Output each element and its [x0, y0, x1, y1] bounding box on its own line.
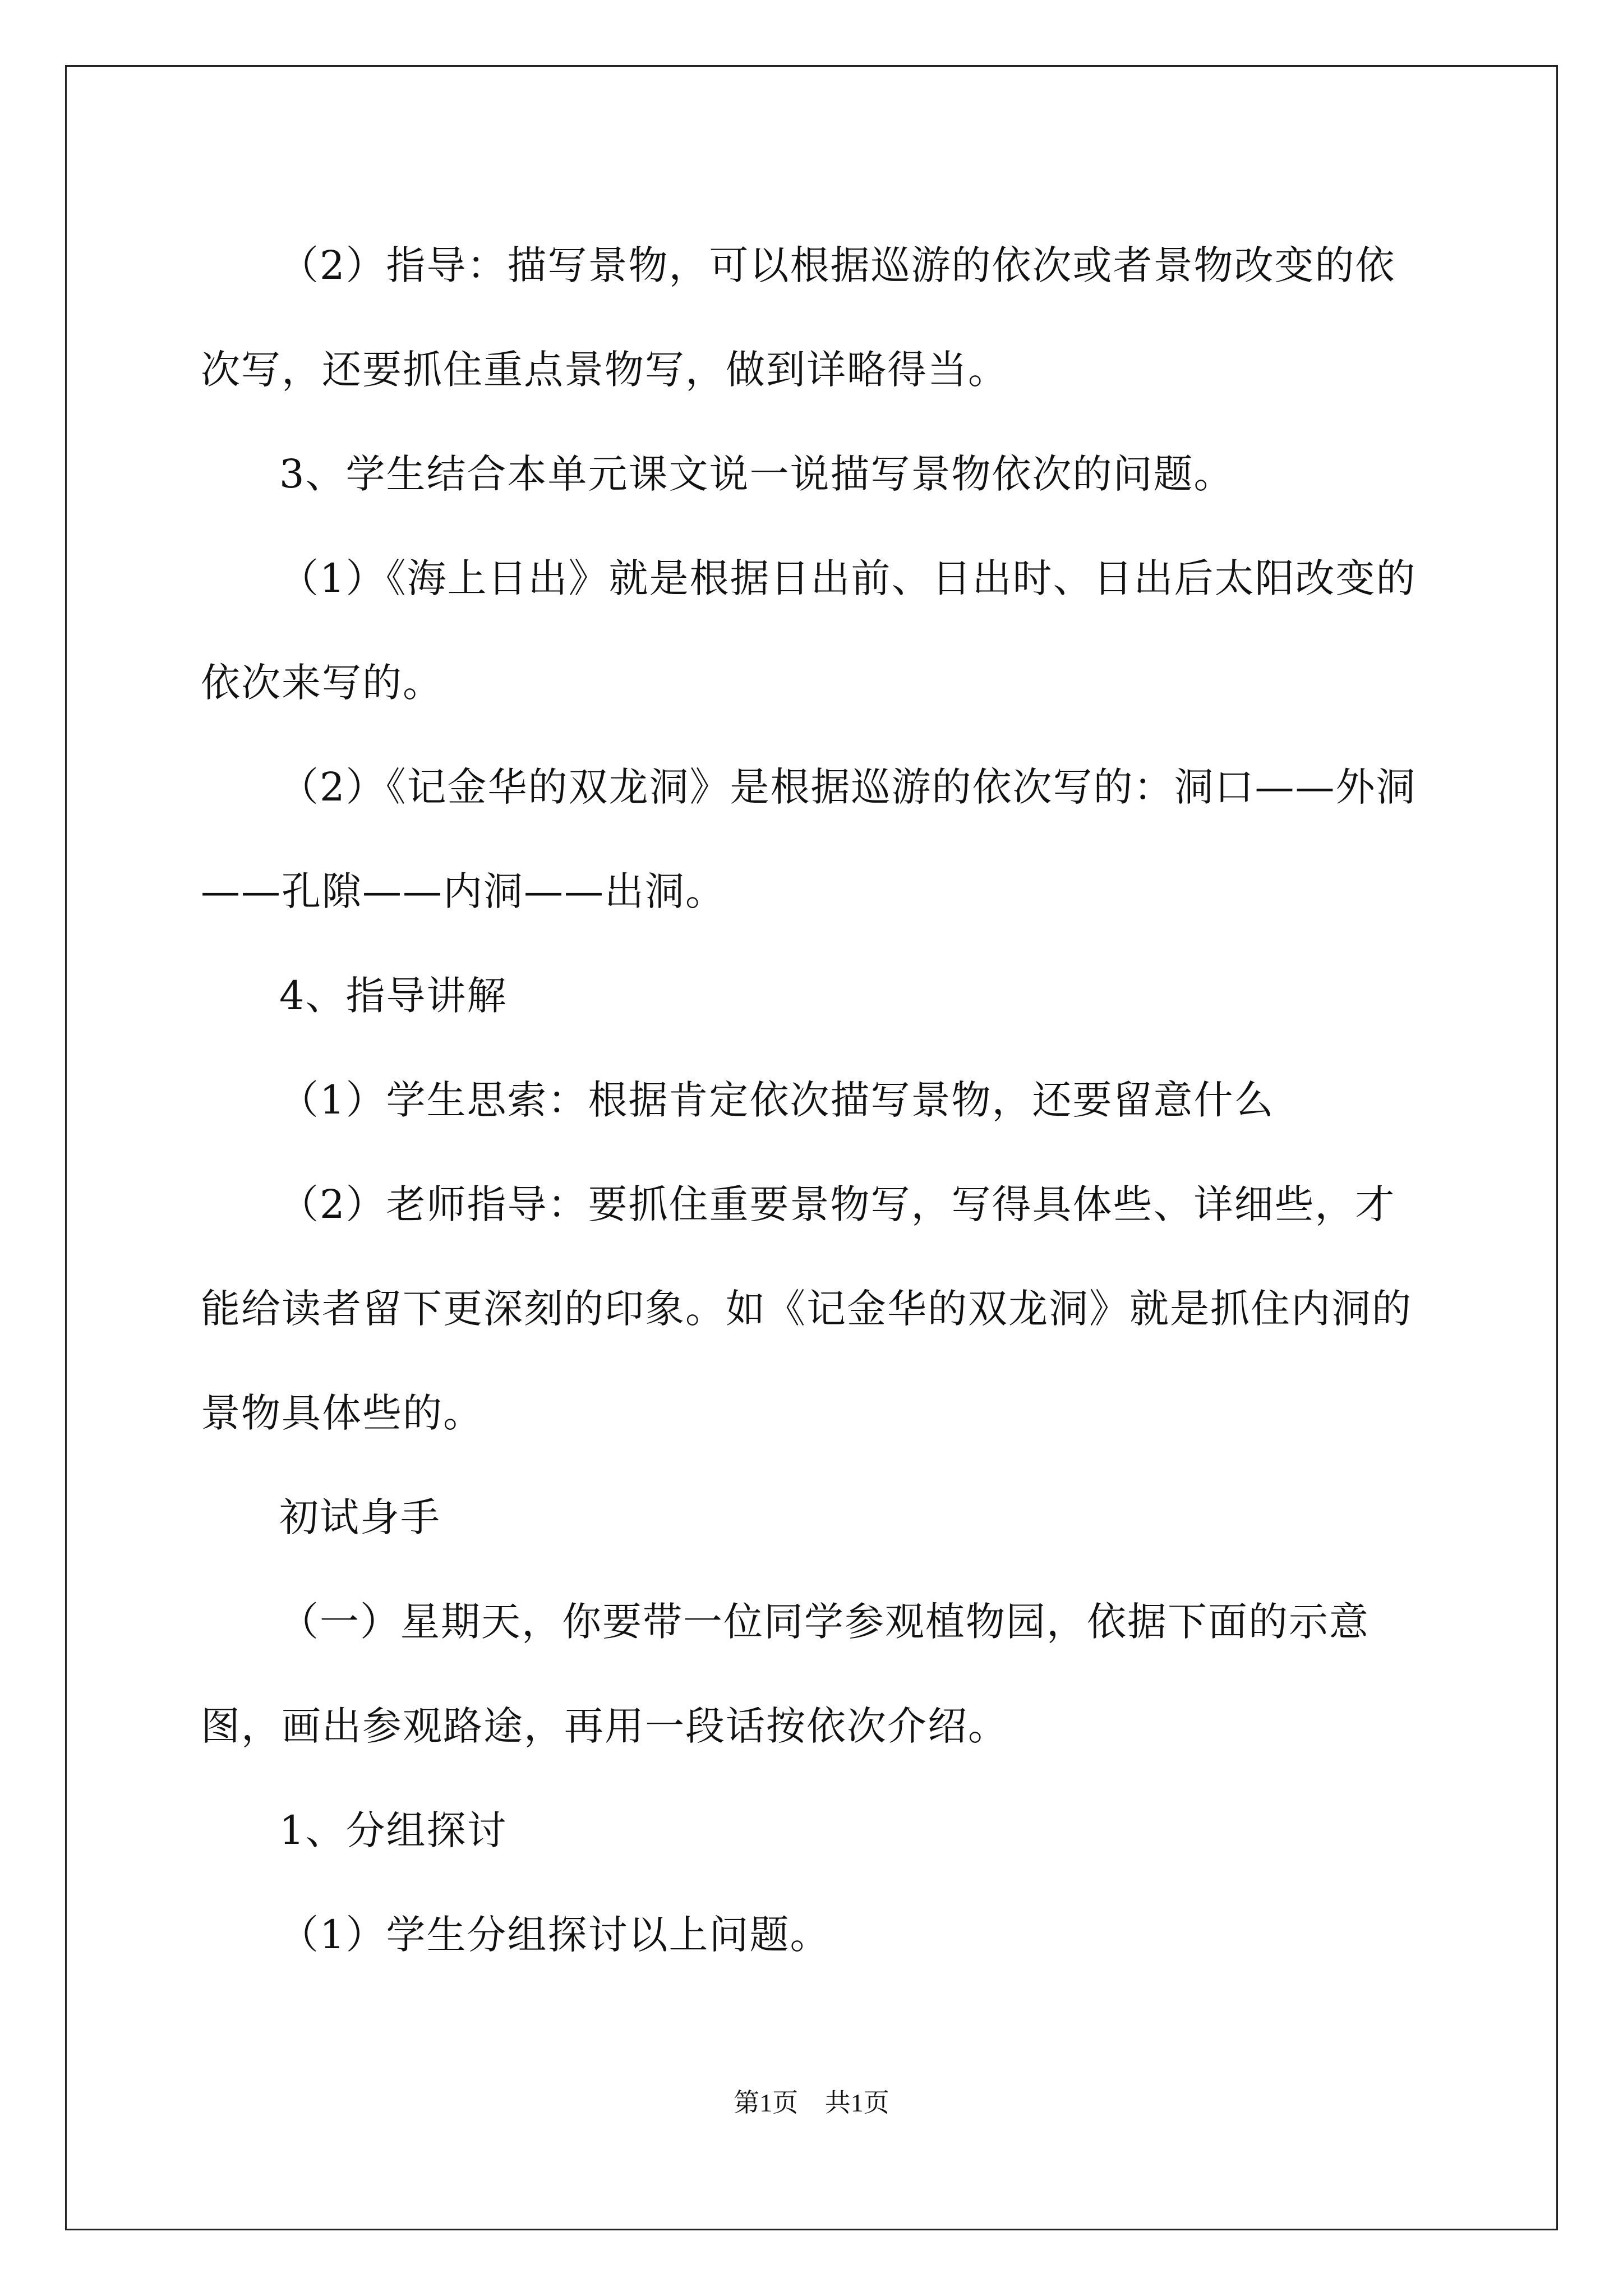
- document-body: [201, 213, 1423, 1987]
- paragraph-botanical-garden-task: （一）星期天，你要带一位同学参观植物园，依据下面的示意图，画出参观路途，再用一段话按依次介绍。: [201, 1599, 1370, 1749]
- page-number: 第1页: [734, 2088, 799, 2117]
- page-footer: [0, 2082, 1623, 2119]
- paragraph-group-discussion-detail: （1）学生分组探讨以上问题。: [279, 1912, 831, 1958]
- paragraph-sunrise-example: （1）《海上日出》就是根据日出前、日出时、日出后太阳改变的依次来写的。: [201, 555, 1417, 706]
- paragraph-student-thinking: （1）学生思索：根据肯定依次描写景物，还要留意什么: [279, 1077, 1275, 1123]
- paragraph-step-4: 4、指导讲解: [279, 973, 508, 1019]
- section-heading-first-try: 初试身手: [279, 1494, 441, 1540]
- page-total: 共1页: [824, 2088, 889, 2117]
- paragraph-teacher-guidance: （2）老师指导：要抓住重要景物写，写得具体些、详细些，才能给读者留下更深刻的印象。如《记金华的双龙洞》就是抓住内洞的景物具体些的。: [201, 1181, 1412, 1436]
- paragraph-group-discussion: 1、分组探讨: [279, 1807, 508, 1853]
- paragraph-guidance-scenery: （2）指导：描写景物，可以根据巡游的依次或者景物改变的依次写，还要抓住重点景物写，做到详略得当。: [201, 242, 1396, 393]
- paragraph-step-3: 3、学生结合本单元课文说一说描写景物依次的问题。: [279, 451, 1234, 497]
- paragraph-double-dragon-cave-order: （2）《记金华的双龙洞》是根据巡游的依次写的：洞口——外洞——孔隙——内洞——出洞。: [201, 764, 1417, 914]
